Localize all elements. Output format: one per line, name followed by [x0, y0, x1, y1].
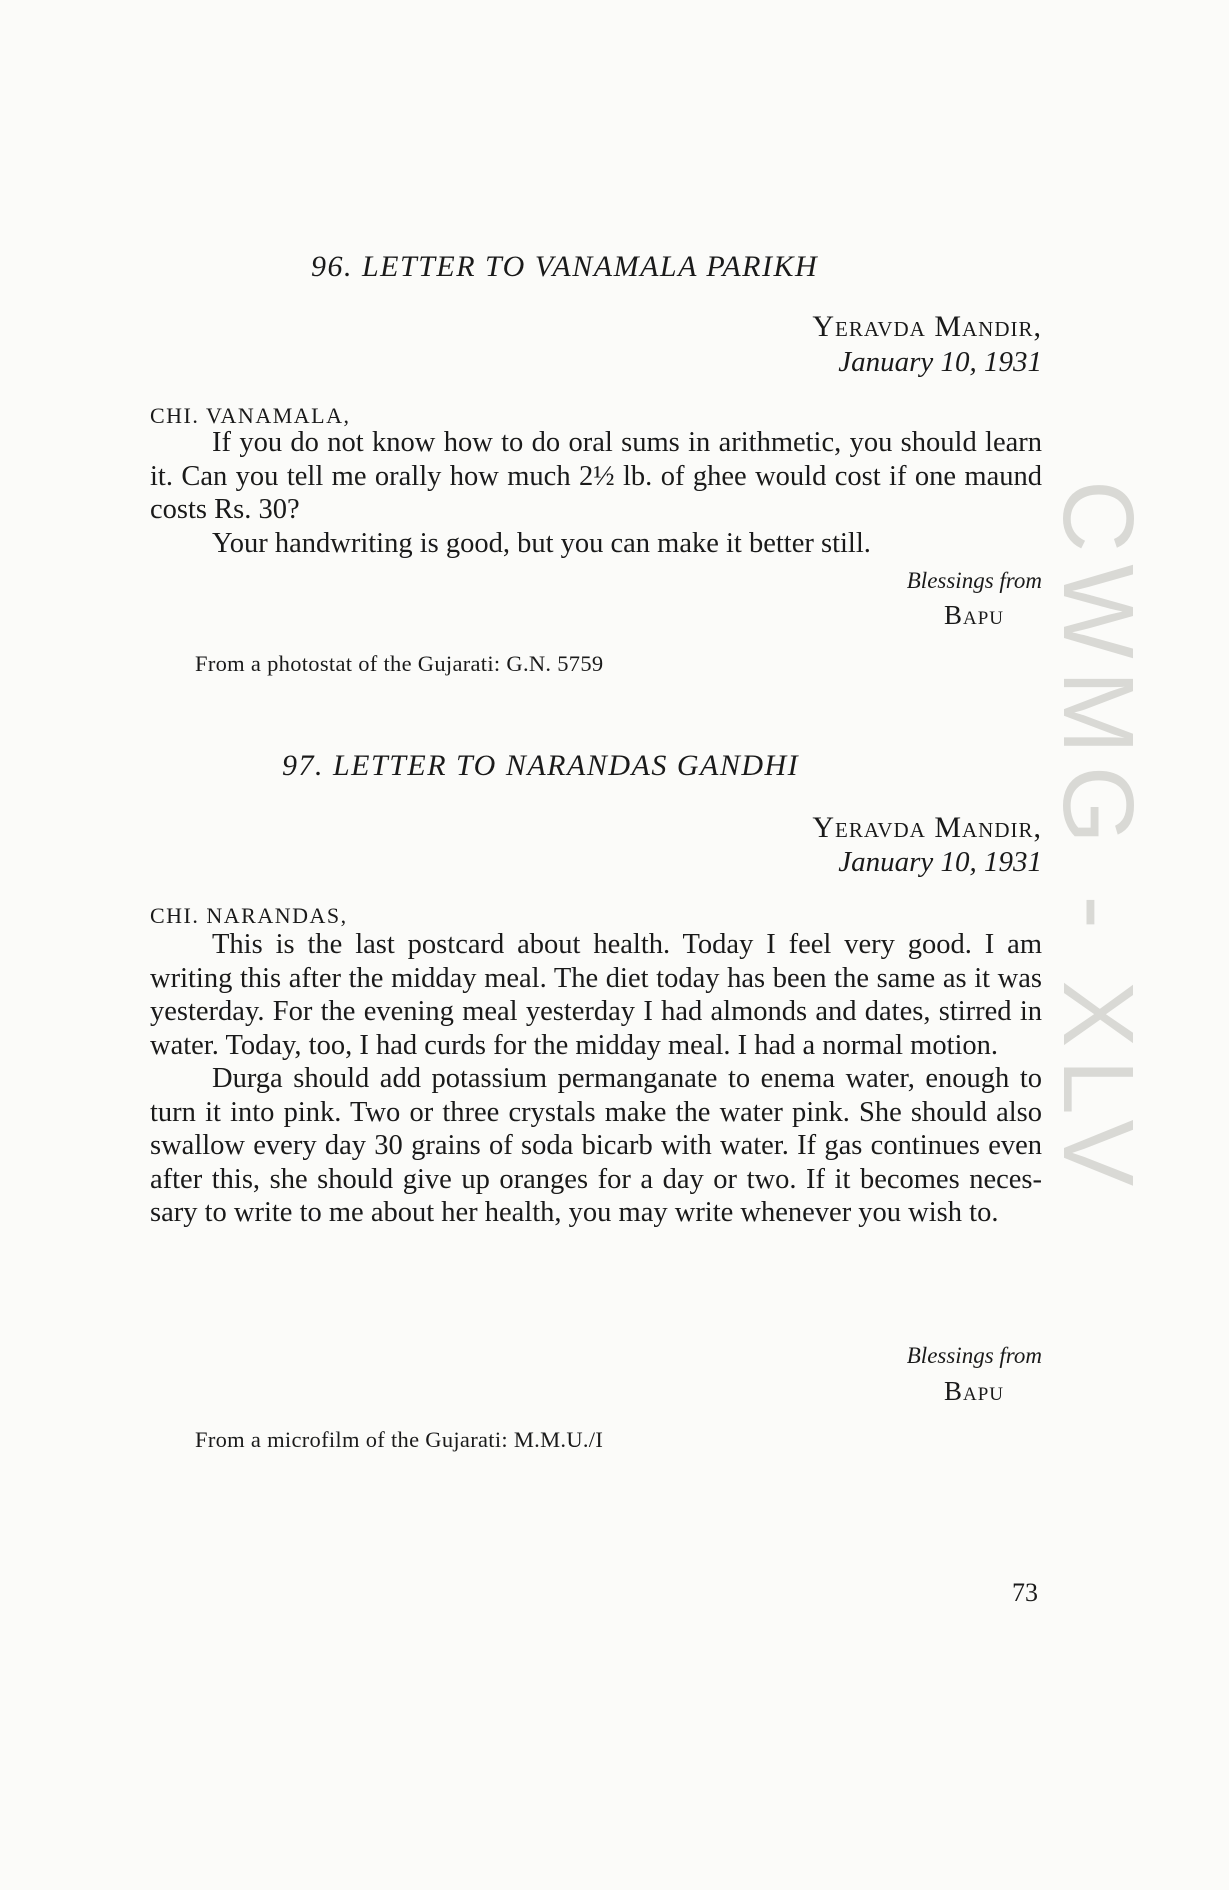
- letter-97-source: From a microfilm of the Gujarati: M.M.U./I: [195, 1427, 604, 1452]
- page-number: 73: [1012, 1578, 1038, 1607]
- letter-96-place: Yeravda Mandir,: [812, 310, 1042, 343]
- letter-97-place: Yeravda Mandir,: [812, 811, 1042, 844]
- letter-97-body: [150, 928, 1042, 1230]
- letter-97-signature: Bapu: [943, 1376, 1004, 1406]
- letter-97-heading: 97. LETTER TO NARANDAS GANDHI: [282, 749, 800, 782]
- letter-96-heading: 96. LETTER TO VANAMALA PARIKH: [311, 250, 819, 283]
- letter-96-blessing: Blessings from: [906, 568, 1042, 593]
- letter-96-paragraph-1: If you do not know how to do oral sums in arithmetic, you should learn it. Can you tell me orally how much 2½ lb. of ghee would cost if one maund costs Rs. 30?: [150, 427, 1042, 525]
- letter-96-date: January 10, 1931: [838, 346, 1042, 378]
- letter-97-salutation: CHI. NARANDAS,: [150, 903, 348, 928]
- letter-97-paragraph-1: This is the last postcard about health. Today I feel very good. I am writing this after the midday meal. The diet today has been the same as it was yesterday. For the evening meal yesterday I had almonds and dates, stirred in water. Today, too, I had curds for the midday meal. I had a normal motion.: [150, 929, 1042, 1061]
- letter-97-blessing: Blessings from: [906, 1343, 1042, 1368]
- letter-97-paragraph-2: Durga should add potassium permanganate to enema water, enough to turn it into pink. Two or three crystals make the water pink. She should also swallow every day 30 grains of soda bicarb with water. If gas continues even after this, she should give up oranges for a day or two. If it becomes neces-sary to write to me about her health, you may write whenever you wish to.: [150, 1063, 1042, 1228]
- letter-96-source: From a photostat of the Gujarati: G.N. 5759: [195, 651, 604, 676]
- letter-96-signature: Bapu: [943, 600, 1004, 630]
- letter-96-body: [150, 426, 1042, 560]
- watermark: CWMG - XLV: [1042, 480, 1154, 1199]
- letter-96-paragraph-2: Your handwriting is good, but you can make it better still.: [212, 527, 871, 559]
- letter-97-date: January 10, 1931: [838, 846, 1042, 878]
- letter-96-salutation: CHI. VANAMALA,: [150, 403, 351, 428]
